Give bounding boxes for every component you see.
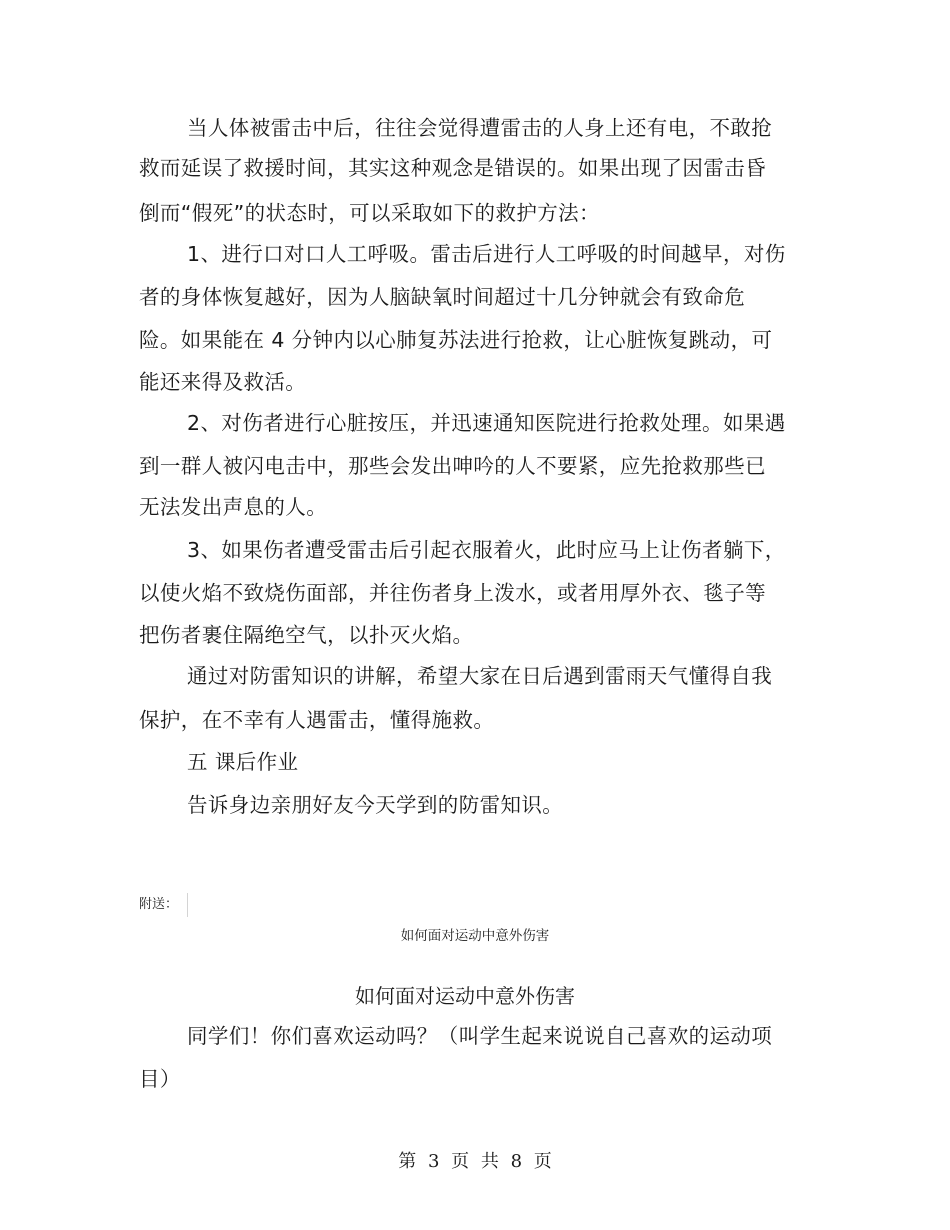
paragraph-2-line-4: 能还来得及救活。	[139, 370, 307, 394]
paragraph-4-line-3: 把伤者裹住隔绝空气，以扑灭火焰。	[139, 623, 474, 647]
paragraph-2-line-1: 1、进行口对口人工呼吸。雷击后进行人工呼吸的时间越早，对伤	[187, 242, 786, 266]
attachment-heading-small: 如何面对运动中意外伤害	[400, 928, 550, 944]
paragraph-4-line-2: 以使火焰不致烧伤面部，并往伤者身上泼水，或者用厚外衣、毯子等	[139, 581, 766, 605]
paragraph-2-line-3: 险。如果能在 4 分钟内以心肺复苏法进行抢救，让心脏恢复跳动，可	[139, 328, 773, 352]
section-heading-homework: 五 课后作业	[187, 750, 299, 774]
page-number-footer: 第 3 页 共 8 页	[398, 1151, 552, 1172]
paragraph-3-line-2: 到一群人被闪电击中，那些会发出呻吟的人不要紧，应先抢救那些已	[139, 454, 766, 478]
intro-line-1: 同学们！你们喜欢运动吗？（叫学生起来说说自己喜欢的运动项	[187, 1024, 773, 1048]
attachment-title: 如何面对运动中意外伤害	[355, 984, 575, 1008]
paragraph-3-line-1: 2、对伤者进行心脏按压，并迅速通知医院进行抢救处理。如果遇	[187, 411, 786, 435]
attachment-divider	[187, 893, 188, 917]
paragraph-1-line-2: 救而延误了救援时间，其实这种观念是错误的。如果出现了因雷击昏	[139, 156, 766, 180]
homework-text: 告诉身边亲朋好友今天学到的防雷知识。	[187, 793, 564, 817]
paragraph-3-line-3: 无法发出声息的人。	[139, 495, 328, 519]
attachment-label: 附送：	[139, 897, 179, 912]
paragraph-5-line-1: 通过对防雷知识的讲解，希望大家在日后遇到雷雨天气懂得自我	[187, 664, 773, 688]
paragraph-2-line-2: 者的身体恢复越好，因为人脑缺氧时间超过十几分钟就会有致命危	[139, 285, 746, 309]
paragraph-5-line-2: 保护，在不幸有人遇雷击，懂得施救。	[139, 708, 495, 732]
intro-line-2: 目）	[139, 1067, 181, 1091]
paragraph-1-line-1: 当人体被雷击中后，往往会觉得遭雷击的人身上还有电，不敢抢	[187, 116, 773, 140]
paragraph-1-line-3: 倒而“假死”的状态时，可以采取如下的救护方法：	[139, 201, 600, 225]
paragraph-4-line-1: 3、如果伤者遭受雷击后引起衣服着火，此时应马上让伤者躺下，	[187, 538, 786, 562]
